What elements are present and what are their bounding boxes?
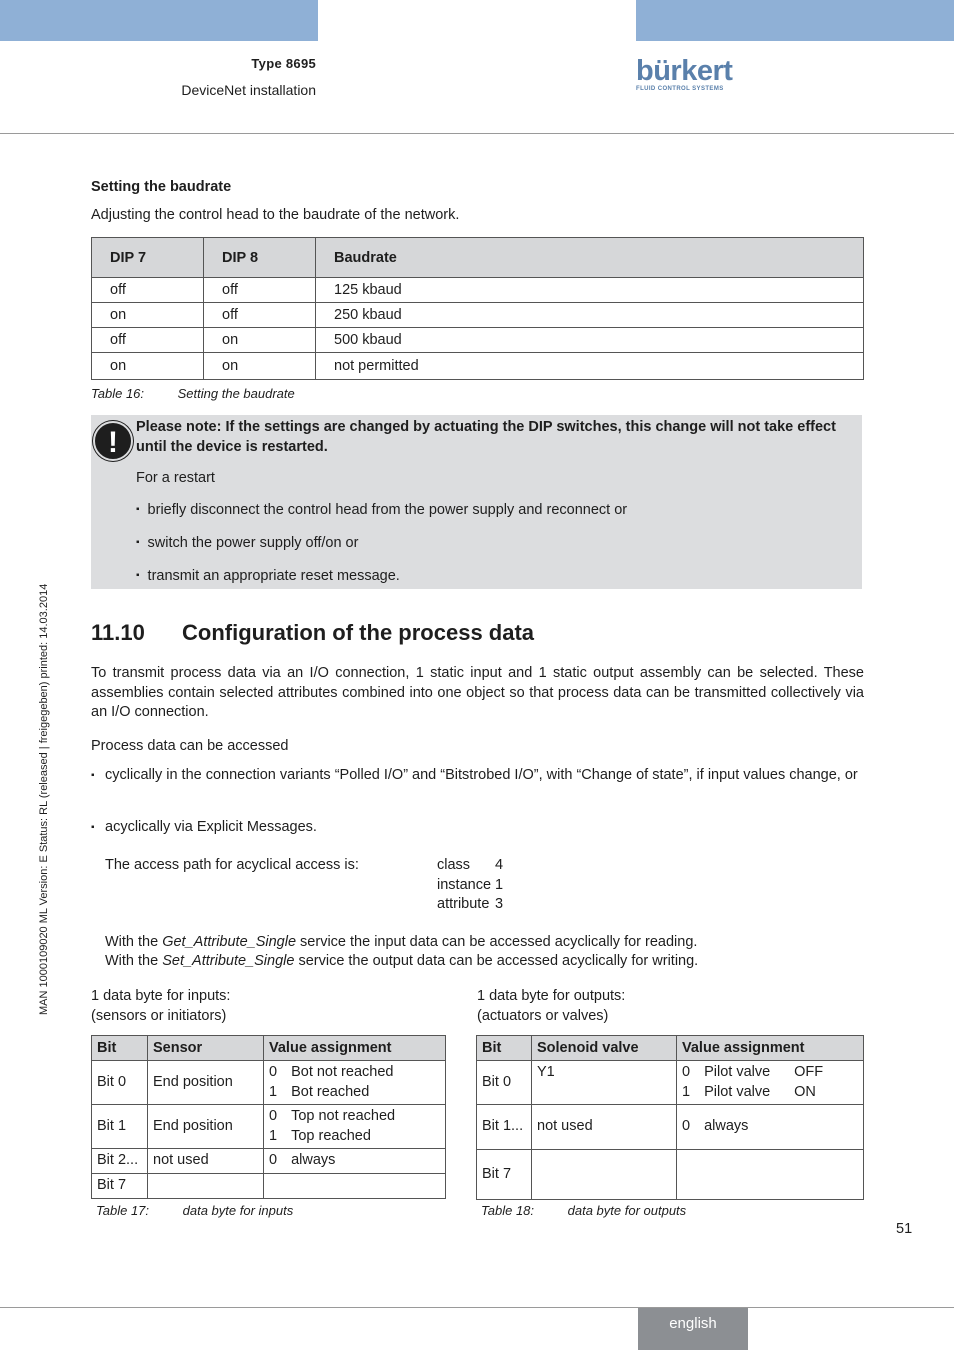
table-cell bbox=[264, 1174, 446, 1199]
access-key: class bbox=[437, 857, 471, 873]
value-code: 1 bbox=[269, 1083, 278, 1100]
table-18-caption bbox=[481, 1203, 686, 1218]
table-cell: off bbox=[204, 278, 316, 303]
note-bullet: ▪ transmit an appropriate reset message. bbox=[136, 568, 400, 584]
access-value: 3 bbox=[495, 896, 504, 912]
caption-text: Setting the baudrate bbox=[177, 386, 295, 401]
value-code: 0 bbox=[269, 1152, 278, 1169]
footer-divider bbox=[0, 1307, 954, 1308]
text-span: With the bbox=[105, 934, 163, 950]
section-paragraph: Process data can be accessed bbox=[91, 738, 289, 754]
access-key: instance bbox=[437, 876, 492, 893]
note-bullet: ▪ briefly disconnect the control head from the power supply and reconnect or bbox=[136, 502, 627, 518]
table-row bbox=[92, 1105, 446, 1149]
document-subtitle: DeviceNet installation bbox=[181, 82, 316, 98]
value-code: 0 bbox=[269, 1064, 278, 1080]
table-cell bbox=[264, 1149, 446, 1174]
table-cell: Bit 7 bbox=[92, 1174, 148, 1199]
section-number: 11.10 bbox=[91, 620, 145, 645]
note-lead: For a restart bbox=[136, 470, 215, 486]
value-text: always bbox=[291, 1152, 336, 1169]
table-header-row bbox=[477, 1036, 864, 1061]
page-number: 51 bbox=[896, 1221, 913, 1237]
baudrate-intro: Adjusting the control head to the baudrate of the network. bbox=[91, 207, 460, 223]
inputs-table bbox=[91, 1035, 446, 1199]
table-row bbox=[92, 1174, 446, 1199]
table-16-caption bbox=[91, 386, 295, 401]
table-cell: 125 kbaud bbox=[316, 278, 864, 303]
logo-word: bürkert bbox=[636, 55, 733, 87]
table-row bbox=[92, 1061, 446, 1105]
service-name: Set_Attribute_Single bbox=[162, 953, 295, 969]
inputs-title bbox=[91, 987, 230, 1026]
inputs-title-line: (sensors or initiators) bbox=[91, 1007, 227, 1024]
table-cell: off bbox=[204, 303, 316, 328]
set-attribute-line bbox=[105, 952, 698, 972]
value-text: Bot reached bbox=[291, 1083, 370, 1100]
section-title-text: Configuration of the process data bbox=[182, 620, 535, 645]
table-cell bbox=[264, 1105, 446, 1149]
text-span: service the input data can be accessed acyclically for reading. bbox=[296, 934, 698, 950]
table-17-caption bbox=[96, 1203, 293, 1218]
table-cell: Bit 1 bbox=[92, 1105, 148, 1149]
access-path-keys bbox=[437, 856, 491, 915]
value-code: 0 bbox=[682, 1064, 691, 1080]
list-item: ▪ acyclically via Explicit Messages. bbox=[91, 818, 864, 838]
text-span: With the bbox=[105, 953, 163, 969]
value-state: OFF bbox=[794, 1064, 824, 1080]
table-cell: off bbox=[92, 328, 204, 353]
column-header: Value assignment bbox=[264, 1036, 446, 1061]
table-cell: Bit 0 bbox=[477, 1061, 532, 1105]
caption-number: Table 18: bbox=[481, 1203, 535, 1218]
get-attribute-line bbox=[105, 933, 697, 953]
section-title bbox=[91, 620, 534, 646]
caption-text: data byte for outputs bbox=[567, 1203, 687, 1218]
table-cell: on bbox=[204, 353, 316, 380]
column-header: DIP 8 bbox=[204, 238, 316, 278]
document-id-vertical: MAN 1000109020 ML Version: E Status: RL (released | freigegeben) printed: 14.03.2014 bbox=[38, 583, 50, 1015]
section-paragraph: To transmit process data via an I/O connection, 1 static input and 1 static output assembly can be selected. These assemblies contain selected attributes combined into one object so that process data can be transmitted collectively via an I/O connection. bbox=[91, 665, 864, 720]
table-row bbox=[477, 1105, 864, 1150]
table-cell bbox=[677, 1150, 864, 1200]
logo-tagline: FLUID CONTROL SYSTEMS bbox=[636, 86, 724, 92]
value-text: Pilot valve bbox=[704, 1083, 771, 1100]
table-cell: End position bbox=[148, 1061, 264, 1105]
baudrate-table bbox=[91, 237, 864, 380]
access-value: 1 bbox=[495, 876, 504, 893]
note-box bbox=[91, 415, 862, 589]
value-code: 1 bbox=[269, 1127, 278, 1144]
table-row bbox=[92, 353, 864, 380]
header-divider bbox=[0, 133, 954, 134]
table-row bbox=[477, 1061, 864, 1105]
value-text: Bot not reached bbox=[291, 1064, 394, 1080]
table-cell: Bit 2... bbox=[92, 1149, 148, 1174]
outputs-table bbox=[476, 1035, 864, 1200]
column-header: Bit bbox=[92, 1036, 148, 1061]
column-header: Bit bbox=[477, 1036, 532, 1061]
table-cell: on bbox=[92, 353, 204, 380]
table-cell: Bit 0 bbox=[92, 1061, 148, 1105]
table-cell: Bit 7 bbox=[477, 1150, 532, 1200]
table-header-row bbox=[92, 238, 864, 278]
outputs-title bbox=[477, 987, 625, 1026]
table-cell: not used bbox=[148, 1149, 264, 1174]
column-header: Sensor bbox=[148, 1036, 264, 1061]
column-header: Baudrate bbox=[316, 238, 864, 278]
value-state: ON bbox=[794, 1083, 816, 1100]
note-warning-text: Please note: If the settings are changed by actuating the DIP switches, this change will not take effect until the device is restarted. bbox=[136, 419, 836, 455]
value-code: 0 bbox=[682, 1118, 691, 1135]
table-row bbox=[92, 1149, 446, 1174]
table-cell: not used bbox=[532, 1105, 677, 1150]
table-cell bbox=[532, 1150, 677, 1200]
table-cell: on bbox=[92, 303, 204, 328]
text-span: service the output data can be accessed acyclically for writing. bbox=[294, 953, 699, 969]
table-cell: 250 kbaud bbox=[316, 303, 864, 328]
caption-number: Table 17: bbox=[96, 1203, 150, 1218]
table-header-row bbox=[92, 1036, 446, 1061]
value-text: Top reached bbox=[291, 1127, 371, 1144]
table-row bbox=[92, 328, 864, 353]
value-code: 1 bbox=[682, 1083, 691, 1100]
language-label: english bbox=[638, 1308, 748, 1350]
column-header: Solenoid valve bbox=[532, 1036, 677, 1061]
value-text: always bbox=[704, 1118, 749, 1135]
outputs-title-line: 1 data byte for outputs: bbox=[477, 988, 626, 1004]
outputs-title-line: (actuators or valves) bbox=[477, 1007, 609, 1024]
table-cell: Y1 bbox=[532, 1061, 677, 1105]
baudrate-heading: Setting the baudrate bbox=[91, 179, 232, 195]
caption-text: data byte for inputs bbox=[182, 1203, 294, 1218]
table-cell: not permitted bbox=[316, 353, 864, 380]
table-row bbox=[477, 1150, 864, 1200]
table-cell bbox=[677, 1105, 864, 1150]
list-item: ▪ cyclically in the connection variants “Polled I/O” and “Bitstrobed I/O”, with “Change of state”, if input values change, or bbox=[91, 766, 864, 786]
table-cell: End position bbox=[148, 1105, 264, 1149]
value-code: 0 bbox=[269, 1108, 278, 1124]
table-row bbox=[92, 303, 864, 328]
top-bar-right bbox=[636, 0, 954, 41]
table-cell: Bit 1... bbox=[477, 1105, 532, 1150]
document-type: Type 8695 bbox=[251, 56, 316, 71]
table-cell: 500 kbaud bbox=[316, 328, 864, 353]
inputs-title-line: 1 data byte for inputs: bbox=[91, 988, 231, 1004]
access-path-label: The access path for acyclical access is: bbox=[105, 857, 359, 873]
column-header: DIP 7 bbox=[92, 238, 204, 278]
top-bar-left bbox=[0, 0, 318, 41]
service-name: Get_Attribute_Single bbox=[162, 934, 297, 950]
caption-number: Table 16: bbox=[91, 386, 145, 401]
access-path-values bbox=[495, 856, 503, 915]
access-value: 4 bbox=[495, 857, 504, 873]
table-cell: off bbox=[92, 278, 204, 303]
value-text: Pilot valve bbox=[704, 1064, 771, 1080]
table-cell bbox=[148, 1174, 264, 1199]
table-row bbox=[92, 278, 864, 303]
table-cell: on bbox=[204, 328, 316, 353]
note-bullet: ▪ switch the power supply off/on or bbox=[136, 535, 358, 551]
table-cell bbox=[264, 1061, 446, 1105]
value-text: Top not reached bbox=[291, 1108, 396, 1124]
burkert-logo bbox=[636, 55, 736, 98]
exclamation-icon: ! bbox=[93, 421, 133, 461]
access-key: attribute bbox=[437, 896, 490, 912]
table-cell bbox=[677, 1061, 864, 1105]
column-header: Value assignment bbox=[677, 1036, 864, 1061]
